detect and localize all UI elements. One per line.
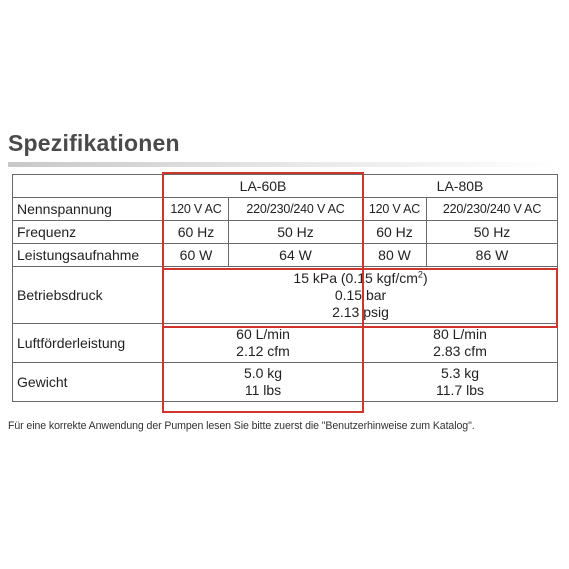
cell-power-la60-220: 64 W bbox=[229, 244, 363, 267]
cell-pressure-all bbox=[164, 267, 558, 324]
row-label-weight: Gewicht bbox=[13, 363, 164, 402]
weight-la80-lbs: 11.7 lbs bbox=[436, 382, 485, 398]
row-label-airflow: Luftförderleistung bbox=[13, 324, 164, 363]
table-row bbox=[13, 324, 558, 363]
pressure-kpa-sup: 2 bbox=[417, 268, 423, 279]
cell-frequency-la60-50hz: 50 Hz bbox=[229, 221, 363, 244]
cell-weight-la60 bbox=[164, 363, 363, 402]
cell-airflow-la60 bbox=[164, 324, 363, 363]
page-title: Spezifikationen bbox=[8, 130, 180, 156]
pressure-kpa bbox=[167, 270, 554, 287]
weight-la60-lbs: 11 lbs bbox=[244, 382, 282, 398]
cell-frequency-la60-60hz: 60 Hz bbox=[164, 221, 229, 244]
row-label-pressure: Betriebsdruck bbox=[13, 267, 164, 324]
footnote: Für eine korrekte Anwendung der Pumpen lesen Sie bitte zuerst die "Benutzerhinweise zum Katalog". bbox=[8, 420, 475, 432]
cell-voltage-la80-220: 220/230/240 V AC bbox=[427, 198, 558, 221]
cell-power-la80-120: 80 W bbox=[363, 244, 427, 267]
airflow-la80-cfm: 2.83 cfm bbox=[433, 343, 487, 359]
cell-voltage-la60-220: 220/230/240 V AC bbox=[229, 198, 363, 221]
table-row bbox=[13, 244, 558, 267]
pressure-bar: 0.15 bar bbox=[334, 286, 387, 303]
header-empty-cell bbox=[13, 175, 164, 198]
pressure-kpa-close: ) bbox=[422, 269, 428, 286]
table-row bbox=[13, 363, 558, 402]
pressure-kpa-text: 15 kPa (0.15 kgf/cm bbox=[293, 269, 418, 286]
cell-voltage-la60-120: 120 V AC bbox=[164, 198, 229, 221]
title-divider bbox=[8, 162, 561, 167]
pressure-psig: 2.13 psig bbox=[332, 303, 389, 320]
cell-frequency-la80-50hz: 50 Hz bbox=[427, 221, 558, 244]
weight-la60-kg: 5.0 kg bbox=[243, 365, 283, 381]
cell-frequency-la80-60hz: 60 Hz bbox=[363, 221, 427, 244]
cell-voltage-la80-120: 120 V AC bbox=[363, 198, 427, 221]
cell-weight-la80 bbox=[363, 363, 558, 402]
model-header-la80b: LA-80B bbox=[363, 175, 558, 198]
specifications-table bbox=[12, 174, 558, 402]
row-label-frequency: Frequenz bbox=[13, 221, 164, 244]
weight-la80-kg: 5.3 kg bbox=[440, 365, 480, 381]
table-row bbox=[13, 267, 558, 324]
airflow-la60-cfm: 2.12 cfm bbox=[236, 343, 290, 359]
table-row bbox=[13, 221, 558, 244]
table-row bbox=[13, 198, 558, 221]
table-header-row bbox=[13, 175, 558, 198]
cell-power-la60-120: 60 W bbox=[164, 244, 229, 267]
airflow-la60-lmin: 60 L/min bbox=[236, 326, 290, 342]
model-header-la60b: LA-60B bbox=[164, 175, 363, 198]
row-label-voltage: Nennspannung bbox=[13, 198, 164, 221]
cell-airflow-la80 bbox=[363, 324, 558, 363]
cell-power-la80-220: 86 W bbox=[427, 244, 558, 267]
row-label-power: Leistungsaufnahme bbox=[13, 244, 164, 267]
airflow-la80-lmin: 80 L/min bbox=[433, 326, 487, 342]
